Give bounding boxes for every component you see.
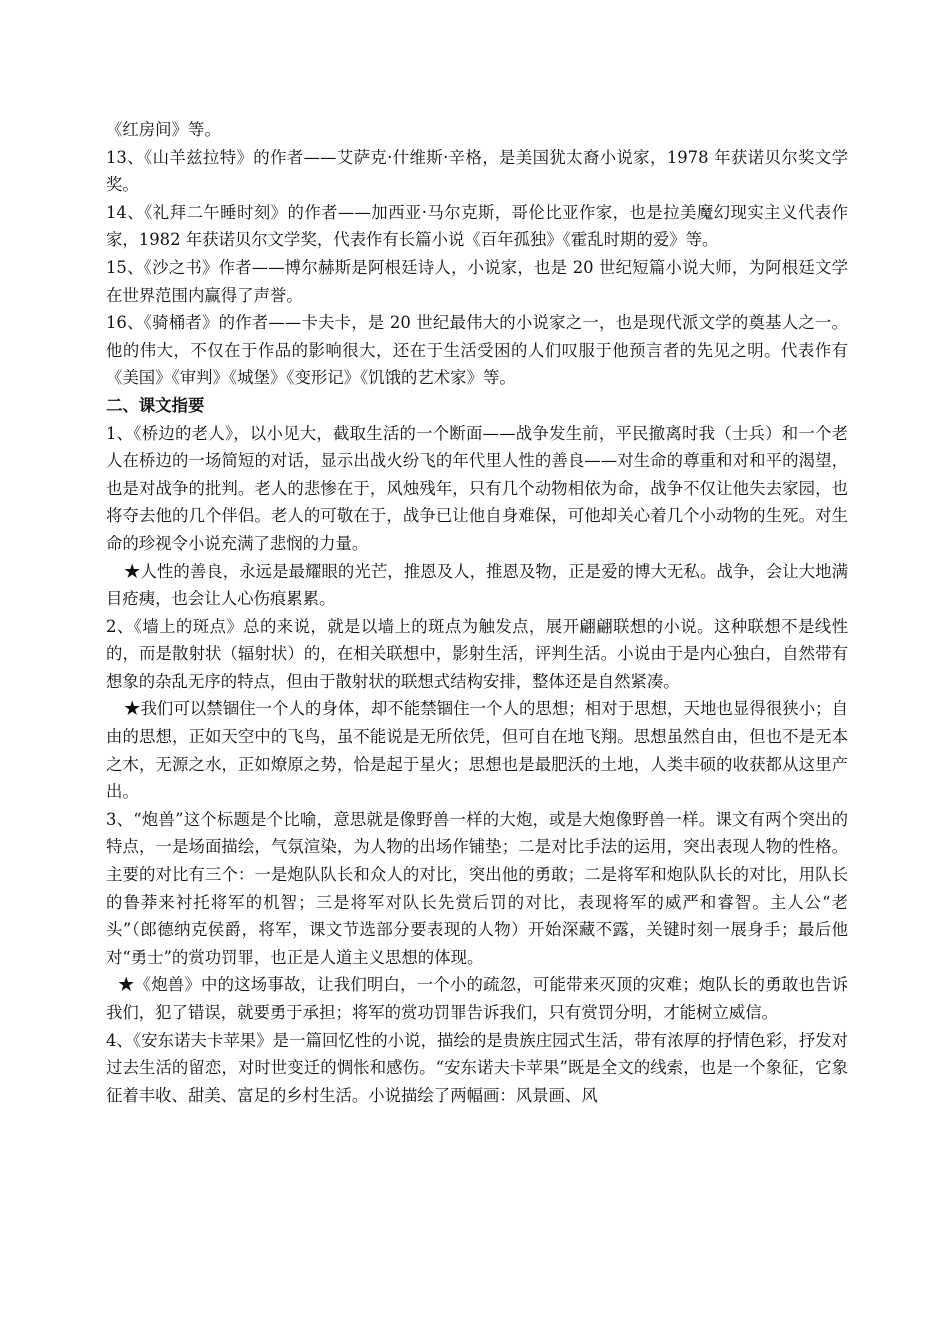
guide-item-2-star-note: ★我们可以禁锢住一个人的身体，却不能禁锢住一个人的思想；相对于思想，天地也显得很狭小；自由的思想，正如天空中的飞鸟，虽不能说是无所依凭，但可自在地飞翔。思想虽然自由，但也不是无本之木，无源之水，正如燎原之势，恰是起于星火；思想也是最肥沃的土地，人类丰硕的收获都从这里产出。: [106, 699, 848, 802]
paragraph-item-13: 13、《山羊兹拉特》的作者——艾萨克·什维斯·辛格，是美国犹太裔小说家，1978 年获诺贝尔奖文学奖。: [106, 147, 848, 195]
section-heading: 二、课文指要: [106, 395, 205, 415]
guide-item-1-star-note: ★人性的善良，永远是最耀眼的光芒，推恩及人，推恩及物，正是爱的博大无私。战争，会让大地满目疮痍，也会让人心伤痕累累。: [106, 561, 848, 609]
paragraph-item-14: 14、《礼拜二午睡时刻》的作者——加西亚·马尔克斯，哥伦比亚作家，也是拉美魔幻现实主义代表作家，1982 年获诺贝尔文学奖，代表作有长篇小说《百年孤独》《霍乱时期的爱》等。: [106, 202, 848, 250]
guide-item-3-star-note: ★《炮兽》中的这场事故，让我们明白，一个小的疏忽，可能带来灭顶的灾难；炮队长的勇敢也告诉我们，犯了错误，就要勇于承担；将军的赏功罚罪告诉我们，只有赏罚分明，才能树立威信。: [106, 975, 848, 1022]
paragraph-item-16: 16、《骑桶者》的作者——卡夫卡，是 20 世纪最伟大的小说家之一，也是现代派文学的奠基人之一。他的伟大，不仅在于作品的影响很大，还在于生活受困的人们叹服于他预言者的先见之明。代表作有《美国》《审判》《城堡》《变形记》《饥饿的艺术家》等。: [106, 313, 848, 388]
guide-item-3: 3、“炮兽”这个标题是个比喻，意思就是像野兽一样的大炮，或是大炮像野兽一样。课文有两个突出的特点，一是场面描绘，气氛渲染，为人物的出场作铺垫；二是对比手法的运用，突出表现人物的性格。主要的对比有三个：一是炮队队长和众人的对比，突出他的勇敢；二是将军和炮队队长的对比，用队长的鲁莽来衬托将军的机智；三是将军对队长先赏后罚的对比，表现将军的威严和睿智。主人公“老头”（郎德纳克侯爵，将军，课文节选部分要表现的人物）开始深藏不露，关键时刻一展身手；最后他对“勇士”的赏功罚罪，也正是人道主义思想的体现。: [106, 809, 848, 967]
document-page: [106, 116, 848, 1109]
paragraph-continuation: 《红房间》等。: [106, 120, 221, 139]
guide-item-1: 1、《桥边的老人》，以小见大，截取生活的一个断面——战争发生前，平民撤离时我（士兵）和一个老人在桥边的一场简短的对话，显示出战火纷飞的年代里人性的善良——对生命的尊重和对和平的渴望，也是对战争的批判。老人的悲惨在于，风烛残年，只有几个动物相依为命，战争不仅让他失去家园，也将夺去他的几个伴侣。老人的可敬在于，战争已让他自身难保，可他却关心着几个小动物的生死。对生命的珍视令小说充满了悲悯的力量。: [106, 423, 848, 553]
guide-item-4: 4、《安东诺夫卡苹果》是一篇回忆性的小说，描绘的是贵族庄园式生活，带有浓厚的抒情色彩，抒发对过去生活的留恋，对时世变迁的惆怅和感伤。“安东诺夫卡苹果”既是全文的线索，也是一个象征，它象征着丰收、甜美、富足的乡村生活。小说描绘了两幅画：风景画、风: [106, 1030, 848, 1105]
paragraph-item-15: 15、《沙之书》作者——博尔赫斯是阿根廷诗人，小说家，也是 20 世纪短篇小说大师，为阿根廷文学在世界范围内赢得了声誉。: [106, 257, 848, 305]
guide-item-2: 2、《墙上的斑点》总的来说，就是以墙上的斑点为触发点，展开翩翩联想的小说。这种联想不是线性的，而是散射状（辐射状）的，在相关联想中，影射生活，评判生活。小说由于是内心独白，自然带有想象的杂乱无序的特点，但由于散射状的联想式结构安排，整体还是自然紧凑。: [106, 616, 848, 691]
